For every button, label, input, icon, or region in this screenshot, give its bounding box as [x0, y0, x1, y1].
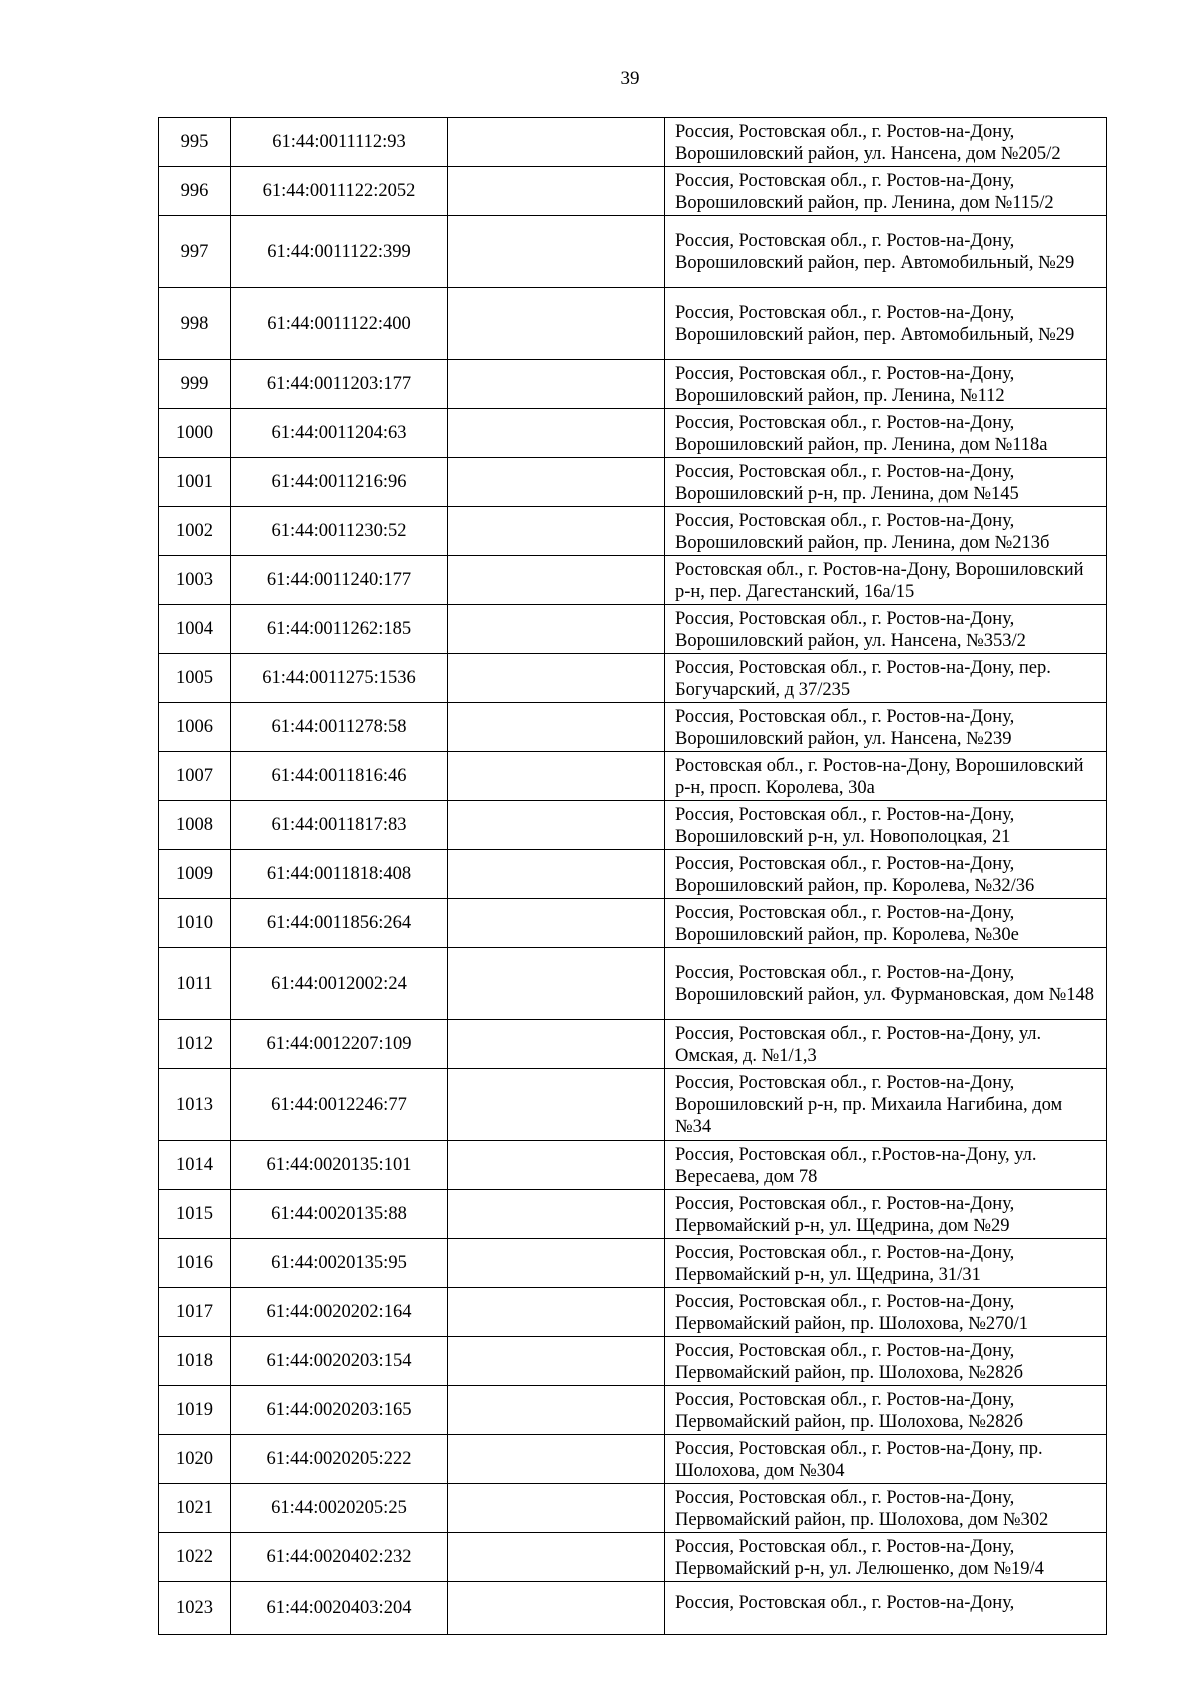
registry-table: [158, 117, 1107, 1635]
table-row: [159, 899, 1107, 948]
address-cell: Ростовская обл., г. Ростов-на-Дону, Ворошиловский р-н, пер. Дагестанский, 16а/15: [665, 556, 1107, 605]
address-cell: Россия, Ростовская обл., г. Ростов-на-Дону, Ворошиловский район, пр. Ленина, дом №118а: [665, 409, 1107, 458]
cadastral-number-cell: 61:44:0011204:63: [231, 409, 448, 458]
empty-cell: [448, 1582, 665, 1635]
cadastral-number-cell: 61:44:0011817:83: [231, 801, 448, 850]
cadastral-number-cell: 61:44:0012246:77: [231, 1069, 448, 1141]
cadastral-number-cell: 61:44:0011203:177: [231, 360, 448, 409]
empty-cell: [448, 167, 665, 216]
address-cell: Россия, Ростовская обл., г. Ростов-на-Дону, ул. Омская, д. №1/1,3: [665, 1020, 1107, 1069]
empty-cell: [448, 216, 665, 288]
empty-cell: [448, 409, 665, 458]
cadastral-number-cell: 61:44:0011278:58: [231, 703, 448, 752]
empty-cell: [448, 801, 665, 850]
empty-cell: [448, 1386, 665, 1435]
empty-cell: [448, 605, 665, 654]
row-number-cell: 997: [159, 216, 231, 288]
row-number-cell: 995: [159, 118, 231, 167]
table-row: [159, 1239, 1107, 1288]
address-cell: Россия, Ростовская обл., г. Ростов-на-Дону, Первомайский р-н, ул. Щедрина, 31/31: [665, 1239, 1107, 1288]
cadastral-number-cell: 61:44:0011112:93: [231, 118, 448, 167]
cadastral-number-cell: 61:44:0011122:2052: [231, 167, 448, 216]
row-number-cell: 1000: [159, 409, 231, 458]
table-row: [159, 1533, 1107, 1582]
empty-cell: [448, 654, 665, 703]
cadastral-number-cell: 61:44:0012002:24: [231, 948, 448, 1020]
row-number-cell: 999: [159, 360, 231, 409]
table-row: [159, 801, 1107, 850]
table-row: [159, 703, 1107, 752]
cadastral-number-cell: 61:44:0011275:1536: [231, 654, 448, 703]
address-cell: Россия, Ростовская обл., г. Ростов-на-Дону, Ворошиловский р-н, ул. Новополоцкая, 21: [665, 801, 1107, 850]
cadastral-number-cell: 61:44:0020203:165: [231, 1386, 448, 1435]
cadastral-number-cell: 61:44:0020202:164: [231, 1288, 448, 1337]
empty-cell: [448, 899, 665, 948]
table-row: [159, 1435, 1107, 1484]
empty-cell: [448, 1190, 665, 1239]
row-number-cell: 1009: [159, 850, 231, 899]
table-row: [159, 1582, 1107, 1635]
address-cell: Россия, Ростовская обл., г. Ростов-на-Дону, Ворошиловский р-н, пр. Ленина, дом №145: [665, 458, 1107, 507]
cadastral-number-cell: 61:44:0020135:95: [231, 1239, 448, 1288]
table-row: [159, 118, 1107, 167]
cadastral-number-cell: 61:44:0020205:25: [231, 1484, 448, 1533]
address-cell: Россия, Ростовская обл., г. Ростов-на-Дону, Ворошиловский р-н, пр. Михаила Нагибина, дом №34: [665, 1069, 1107, 1141]
table-row: [159, 1190, 1107, 1239]
empty-cell: [448, 752, 665, 801]
row-number-cell: 1005: [159, 654, 231, 703]
empty-cell: [448, 1337, 665, 1386]
address-cell: Россия, Ростовская обл., г. Ростов-на-Дону, Первомайский р-н, ул. Щедрина, дом №29: [665, 1190, 1107, 1239]
row-number-cell: 1019: [159, 1386, 231, 1435]
cadastral-number-cell: 61:44:0020205:222: [231, 1435, 448, 1484]
table-row: [159, 1141, 1107, 1190]
empty-cell: [448, 1435, 665, 1484]
cadastral-number-cell: 61:44:0011856:264: [231, 899, 448, 948]
row-number-cell: 1016: [159, 1239, 231, 1288]
empty-cell: [448, 1533, 665, 1582]
cadastral-number-cell: 61:44:0020402:232: [231, 1533, 448, 1582]
address-cell: Россия, Ростовская обл., г. Ростов-на-Дону, Ворошиловский район, пер. Автомобильный, №29: [665, 288, 1107, 360]
row-number-cell: 1010: [159, 899, 231, 948]
row-number-cell: 1003: [159, 556, 231, 605]
address-cell: Россия, Ростовская обл., г. Ростов-на-Дону, Первомайский район, пр. Шолохова, №282б: [665, 1386, 1107, 1435]
row-number-cell: 1011: [159, 948, 231, 1020]
row-number-cell: 1013: [159, 1069, 231, 1141]
empty-cell: [448, 850, 665, 899]
empty-cell: [448, 1141, 665, 1190]
table-row: [159, 360, 1107, 409]
row-number-cell: 1004: [159, 605, 231, 654]
empty-cell: [448, 1288, 665, 1337]
empty-cell: [448, 458, 665, 507]
row-number-cell: 1017: [159, 1288, 231, 1337]
empty-cell: [448, 288, 665, 360]
table-row: [159, 948, 1107, 1020]
empty-cell: [448, 703, 665, 752]
table-row: [159, 1069, 1107, 1141]
address-cell: Россия, Ростовская обл., г. Ростов-на-Дону, Первомайский район, пр. Шолохова, дом №302: [665, 1484, 1107, 1533]
table-row: [159, 409, 1107, 458]
row-number-cell: 1008: [159, 801, 231, 850]
address-cell: Россия, Ростовская обл., г.Ростов-на-Дону, ул. Вересаева, дом 78: [665, 1141, 1107, 1190]
address-cell: Россия, Ростовская обл., г. Ростов-на-Дону, Первомайский район, пр. Шолохова, №270/1: [665, 1288, 1107, 1337]
address-cell: Россия, Ростовская обл., г. Ростов-на-Дону, пр. Шолохова, дом №304: [665, 1435, 1107, 1484]
address-cell: Россия, Ростовская обл., г. Ростов-на-Дону, Ворошиловский район, ул. Нансена, дом №205/2: [665, 118, 1107, 167]
row-number-cell: 1007: [159, 752, 231, 801]
cadastral-number-cell: 61:44:0020203:154: [231, 1337, 448, 1386]
table-row: [159, 605, 1107, 654]
address-cell: Россия, Ростовская обл., г. Ростов-на-Дону, Первомайский район, пр. Шолохова, №282б: [665, 1337, 1107, 1386]
empty-cell: [448, 1020, 665, 1069]
address-cell: Россия, Ростовская обл., г. Ростов-на-Дону, Ворошиловский район, пр. Ленина, дом №115/2: [665, 167, 1107, 216]
cadastral-number-cell: 61:44:0011818:408: [231, 850, 448, 899]
table-row: [159, 507, 1107, 556]
address-cell: Россия, Ростовская обл., г. Ростов-на-Дону, Ворошиловский район, пр. Ленина, №112: [665, 360, 1107, 409]
table-row: [159, 288, 1107, 360]
registry-table-body: [159, 118, 1107, 1635]
table-row: [159, 216, 1107, 288]
row-number-cell: 1014: [159, 1141, 231, 1190]
row-number-cell: 1018: [159, 1337, 231, 1386]
table-row: [159, 654, 1107, 703]
cadastral-number-cell: 61:44:0011230:52: [231, 507, 448, 556]
empty-cell: [448, 556, 665, 605]
cadastral-number-cell: 61:44:0011216:96: [231, 458, 448, 507]
address-cell: Россия, Ростовская обл., г. Ростов-на-Дону, Ворошиловский район, пер. Автомобильный, №29: [665, 216, 1107, 288]
cadastral-number-cell: 61:44:0011122:399: [231, 216, 448, 288]
empty-cell: [448, 1069, 665, 1141]
empty-cell: [448, 118, 665, 167]
empty-cell: [448, 507, 665, 556]
empty-cell: [448, 948, 665, 1020]
row-number-cell: 1006: [159, 703, 231, 752]
row-number-cell: 1022: [159, 1533, 231, 1582]
row-number-cell: 1012: [159, 1020, 231, 1069]
table-row: [159, 167, 1107, 216]
address-cell: Россия, Ростовская обл., г. Ростов-на-Дону, Ворошиловский район, ул. Нансена, №239: [665, 703, 1107, 752]
address-cell: Россия, Ростовская обл., г. Ростов-на-Дону, Ворошиловский район, пр. Ленина, дом №213б: [665, 507, 1107, 556]
empty-cell: [448, 1484, 665, 1533]
table-row: [159, 458, 1107, 507]
empty-cell: [448, 360, 665, 409]
cadastral-number-cell: 61:44:0020135:101: [231, 1141, 448, 1190]
cadastral-number-cell: 61:44:0011240:177: [231, 556, 448, 605]
table-row: [159, 1386, 1107, 1435]
row-number-cell: 1001: [159, 458, 231, 507]
empty-cell: [448, 1239, 665, 1288]
address-cell: Россия, Ростовская обл., г. Ростов-на-Дону, Ворошиловский район, ул. Нансена, №353/2: [665, 605, 1107, 654]
address-cell: Ростовская обл., г. Ростов-на-Дону, Ворошиловский р-н, просп. Королева, 30а: [665, 752, 1107, 801]
cadastral-number-cell: 61:44:0011816:46: [231, 752, 448, 801]
cadastral-number-cell: 61:44:0020135:88: [231, 1190, 448, 1239]
table-row: [159, 556, 1107, 605]
row-number-cell: 1020: [159, 1435, 231, 1484]
cadastral-number-cell: 61:44:0012207:109: [231, 1020, 448, 1069]
page-number: 39: [620, 68, 640, 89]
address-cell: Россия, Ростовская обл., г. Ростов-на-Дону,: [665, 1582, 1107, 1635]
cadastral-number-cell: 61:44:0020403:204: [231, 1582, 448, 1635]
address-cell: Россия, Ростовская обл., г. Ростов-на-Дону, Ворошиловский район, ул. Фурмановская, дом №148: [665, 948, 1107, 1020]
table-row: [159, 1484, 1107, 1533]
row-number-cell: 1023: [159, 1582, 231, 1635]
table-row: [159, 1337, 1107, 1386]
table-row: [159, 850, 1107, 899]
cadastral-number-cell: 61:44:0011262:185: [231, 605, 448, 654]
address-cell: Россия, Ростовская обл., г. Ростов-на-Дону, Ворошиловский район, пр. Королева, №32/36: [665, 850, 1107, 899]
row-number-cell: 998: [159, 288, 231, 360]
row-number-cell: 1002: [159, 507, 231, 556]
row-number-cell: 1015: [159, 1190, 231, 1239]
cadastral-number-cell: 61:44:0011122:400: [231, 288, 448, 360]
row-number-cell: 1021: [159, 1484, 231, 1533]
table-row: [159, 1288, 1107, 1337]
address-cell: Россия, Ростовская обл., г. Ростов-на-Дону, пер. Богучарский, д 37/235: [665, 654, 1107, 703]
table-row: [159, 752, 1107, 801]
table-row: [159, 1020, 1107, 1069]
address-cell: Россия, Ростовская обл., г. Ростов-на-Дону, Первомайский р-н, ул. Лелюшенко, дом №19/4: [665, 1533, 1107, 1582]
row-number-cell: 996: [159, 167, 231, 216]
address-cell: Россия, Ростовская обл., г. Ростов-на-Дону, Ворошиловский район, пр. Королева, №30е: [665, 899, 1107, 948]
